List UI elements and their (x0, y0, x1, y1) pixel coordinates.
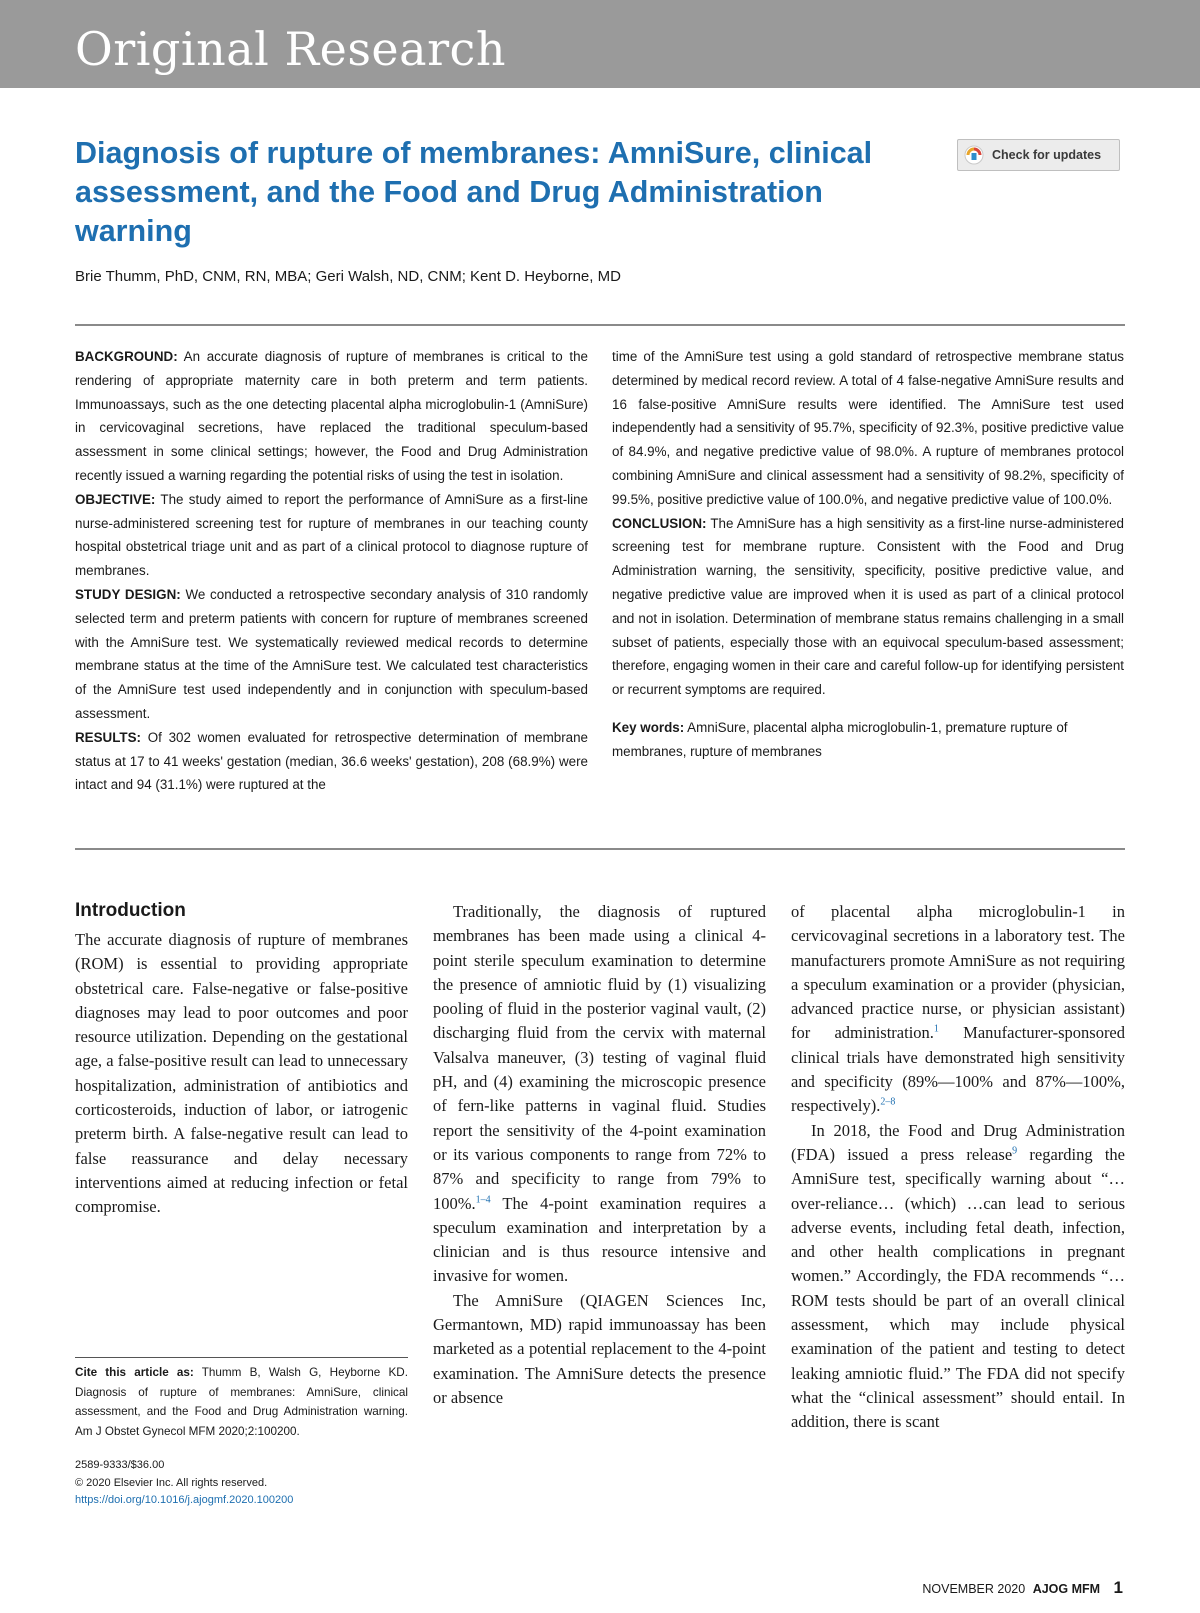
intro-paragraph-2 (433, 900, 766, 1289)
paragraph-text: Manufacturer-sponsored clinical trials have demonstrated high sensitivity and specificity (89%—100% and 87%—100%, respectively). (791, 1023, 1126, 1116)
copyright-notice: © 2020 Elsevier Inc. All rights reserved. (75, 1476, 268, 1489)
results-text-part1: Of 302 women evaluated for retrospective determination of membrane status at 17 to 41 weeks' gestation (median, 36.6 weeks' gestation), 208 (68.9%) were intact and 94 (31.1%) were ruptured at the (75, 729, 588, 793)
abstract-results (75, 726, 588, 797)
citation-text (75, 1363, 408, 1441)
abstract-objective (75, 488, 588, 583)
citation-divider (75, 1357, 408, 1358)
abstract-conclusion (612, 512, 1124, 702)
introduction-heading: Introduction (75, 900, 186, 921)
abstract-bottom-divider (75, 848, 1125, 850)
paragraph-text: regarding the AmniSure test, specifically warning about “…over-reliance… (which) …can lead to serious adverse events, including fetal death, infection, and other health complications in pregnant women.” Accordingly, the FDA recommends “…ROM tests should be part of an overall clinical assessment, which may include physical examination of the patient and testing to detect leaking amniotic fluid.” The FDA did not specify what the “clinical assessment” should entail. In addition, there is scant (791, 1144, 1125, 1432)
conclusion-text: The AmniSure has a high sensitivity as a first-line nurse-administered screening test for membrane rupture. Consistent with the Food and Drug Administration warning, the sensitivity, specificity, positive predictive value, and negative predictive value are improved when it is used as part of a clinical protocol and not in isolation. Determination of membrane status remains challenging in a small subset of patients, especially those with an equivocal speculum-based assessment; therefore, engaging women in their care and careful follow-up for identifying persistent or recurrent symptoms are required. (612, 515, 1124, 698)
reference-link[interactable]: 1 (933, 1023, 939, 1035)
body-column-3 (791, 900, 1125, 1435)
citation-box (75, 1363, 408, 1441)
abstract-background (75, 345, 588, 488)
abstract-left-column (75, 345, 588, 797)
section-header-band (0, 0, 1200, 88)
objective-text: The study aimed to report the performance of AmniSure as a first-line nurse-administered screening test for rupture of membranes in our teaching county hospital obstetrical triage unit and as part of a clinical protocol to diagnose rupture of membranes. (75, 491, 588, 579)
section-title: Original Research (75, 22, 506, 76)
check-updates-label: Check for updates (992, 148, 1102, 162)
body-column-2 (433, 900, 766, 1410)
intro-paragraph-3: The AmniSure (QIAGEN Sciences Inc, Germantown, MD) rapid immunoassay has been marketed as a potential replacement to the 4-point examination. The AmniSure detects the presence or absence (433, 1290, 766, 1407)
study-design-label: STUDY DESIGN: (75, 586, 181, 602)
paragraph-text: In 2018, the Food and Drug Administration (FDA) issued a press release (791, 1120, 1125, 1164)
reference-link[interactable]: 9 (1012, 1145, 1018, 1157)
results-label: RESULTS: (75, 729, 141, 745)
objective-label: OBJECTIVE: (75, 491, 156, 507)
issn-price: 2589-9333/$36.00 (75, 1459, 165, 1471)
background-text: An accurate diagnosis of rupture of membranes is critical to the rendering of appropriate maternity care in both preterm and term patients. Immunoassays, such as the one detecting placental alpha microglobulin-1 (AmniSure) in cervicovaginal secretions, have replaced the traditional speculum-based assessment in some clinical settings; however, the Food and Drug Administration recently issued a warning regarding the potential risks of using the test in isolation. (75, 349, 588, 483)
author-list: Brie Thumm, PhD, CNM, RN, MBA; Geri Walsh, ND, CNM; Kent D. Heyborne, MD (75, 268, 621, 285)
footer-journal: AJOG MFM (1032, 1582, 1101, 1596)
page-number: 1 (1113, 1578, 1123, 1597)
paragraph-text: of placental alpha microglobulin-1 in cervicovaginal secretions in a laboratory test. The manufacturers promote AmniSure as not requiring a speculum examination or a provider (physician, advanced practice nurse, or physician assistant) for administration. (791, 902, 1125, 1043)
abstract-top-divider (75, 324, 1125, 326)
reference-link[interactable]: 1–4 (475, 1194, 491, 1206)
keywords-label: Key words: (612, 719, 685, 735)
citation-body: Thumm B, Walsh G, Heyborne KD. Diagnosis of rupture of membranes: AmniSure, clinical assessment, and the Food and Drug Administration warning. Am J Obstet Gynecol MFM 2020;2:100200. (75, 1366, 408, 1438)
reference-link[interactable]: 2–8 (880, 1096, 896, 1108)
intro-paragraph-1: The accurate diagnosis of rupture of membranes (ROM) is essential to providing appropriate obstetrical care. False-negative or false-positive diagnoses may lead to poor outcomes and poor resource utilization. Depending on the gestational age, a false-positive result can lead to unnecessary hospitalization, administration of antibiotics and corticosteroids, induction of labor, or iatrogenic preterm birth. A false-negative result can lead to false reassurance and delay necessary interventions aimed at reducing infection or fetal compromise. (75, 930, 408, 1217)
page-footer (922, 1578, 1123, 1598)
paragraph-text: Traditionally, the diagnosis of ruptured membranes has been made using a clinical 4-point sterile speculum examination to determine the presence of amniotic fluid by (1) visualizing pooling of fluid in the posterior vaginal vault, (2) discharging fluid from the cervix with maternal Valsalva maneuver, (3) testing of vaginal fluid pH, and (4) examining the microscopic presence of fern-like patterns in vaginal fluid. Studies report the sensitivity of the 4-point examination or its various components to range from 72% to 87% and specificity to range from 79% to 100%. (433, 902, 766, 1213)
conclusion-label: CONCLUSION: (612, 515, 707, 531)
article-title: Diagnosis of rupture of membranes: AmniSure, clinical assessment, and the Food and Drug Administration warning (75, 136, 873, 248)
check-for-updates-button[interactable] (957, 139, 1120, 171)
footer-date: NOVEMBER 2020 (922, 1582, 1026, 1596)
intro-paragraph-4 (791, 1119, 1125, 1435)
study-design-text: We conducted a retrospective secondary analysis of 310 randomly selected term and preterm patients with concern for rupture of membranes screened with the AmniSure test. We systematically reviewed medical records to determine membrane status at the time of the AmniSure test. We calculated test characteristics of the AmniSure test used independently and in conjunction with speculum-based assessment. (75, 586, 588, 721)
paragraph-text: The 4-point examination requires a speculum examination and interpretation by a clinician and is thus resource intensive and invasive for women. (433, 1193, 766, 1286)
check-updates-icon (964, 145, 984, 165)
intro-paragraph-3-continued (791, 900, 1125, 1119)
doi-link[interactable]: https://doi.org/10.1016/j.ajogmf.2020.100200 (75, 1494, 294, 1506)
body-column-1 (75, 928, 408, 1220)
citation-label: Cite this article as: (75, 1366, 194, 1379)
abstract-study-design (75, 583, 588, 726)
publication-meta (75, 1457, 408, 1510)
background-label: BACKGROUND: (75, 349, 178, 364)
abstract-results-continued: time of the AmniSure test using a gold standard of retrospective membrane status determined by medical record review. A total of 4 false-negative AmniSure results and 16 false-positive AmniSure results were identified. The AmniSure test used independently had a sensitivity of 95.7%, specificity of 92.3%, positive predictive value of 84.9%, and negative predictive value of 98.0%. A rupture of membranes protocol combining AmniSure and clinical assessment had a sensitivity of 98.2%, specificity of 99.5%, positive predictive value of 100.0%, and negative predictive value of 100.0%. (612, 349, 1124, 507)
abstract-keywords (612, 716, 1124, 764)
keywords-text: AmniSure, placental alpha microglobulin-1, premature rupture of membranes, rupture of membranes (612, 719, 1068, 759)
abstract-right-column (612, 345, 1124, 764)
